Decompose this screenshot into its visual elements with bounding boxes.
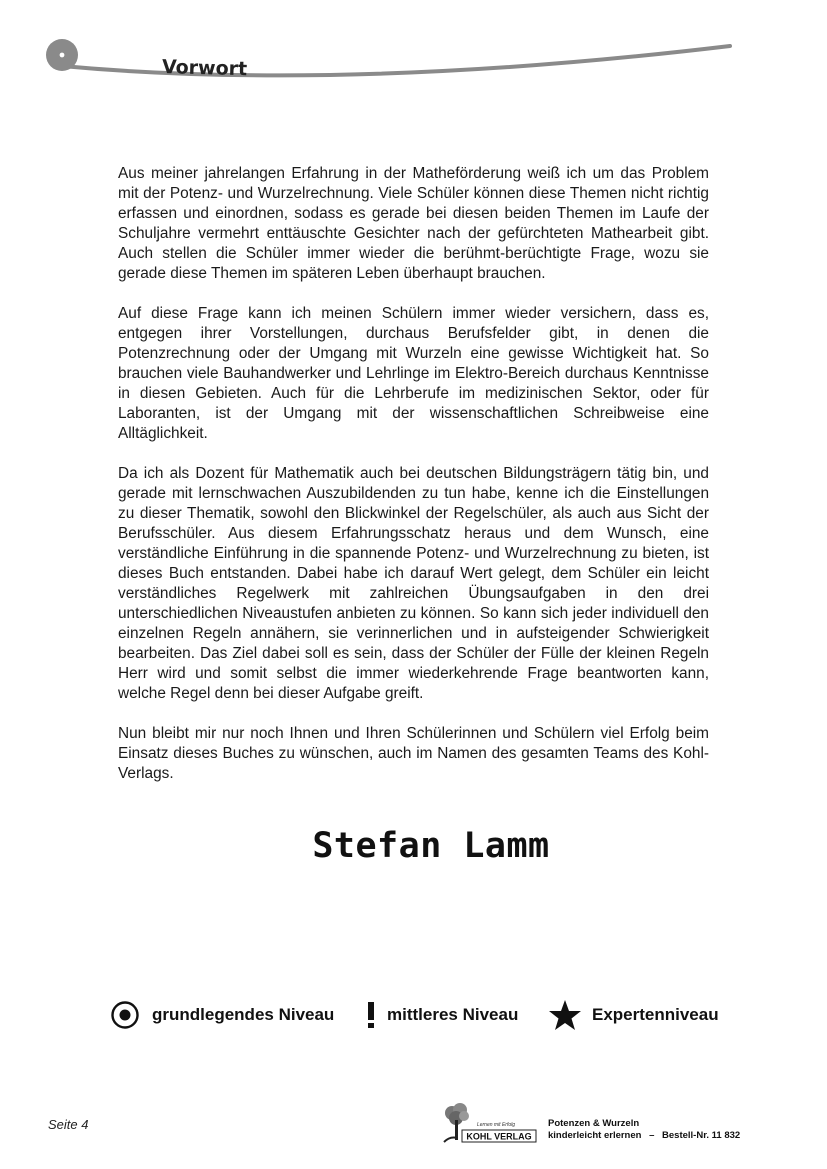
order-separator: – <box>649 1130 655 1141</box>
logo-tagline: Lernen mit Erfolg <box>476 1122 516 1128</box>
paragraph-3: Da ich als Dozent für Mathematik auch bei deutschen Bildungsträgern tätig bin, und gerade mit lernschwachen Auszubildenden zu tun habe, kenne ich die Einstellungen zu dieser Thematik, sowohl den Blickwinkel der Regelschüler, als auch aus Sicht der Berufsschüler. Aus diesem Erfahrungsschatz heraus und dem Wunsch, eine verständliche Einführung in die spannende Potenz- und Wurzelrechnung zu bieten, ist dieses Buch entstanden. Dabei habe ich darauf Wert gelegt, dem Schüler ein leicht verständliches Regelwerk mit zahlreichen Übungsaufgaben in den drei unterschiedlichen Niveaustufen anbieten zu können. So kann sich jeder individuell den einzelnen Regeln annähern, sie verinnerlichen und in aufsteigender Schwierigkeit bearbeiten. Das Ziel dabei soll es sein, dass der Schüler der Fülle der kleinen Regeln Herr wird und somit selbst die immer wiederkehrende Frage beantworten kann, welche Regel denn bei dieser Aufgabe greift. <box>118 465 709 702</box>
page-title: Vorwort <box>161 56 248 81</box>
author-signature: Stefan Lamm <box>312 826 550 866</box>
paragraph-2: Auf diese Frage kann ich meinen Schülern immer wieder versichern, dass es, entgegen ihrer Vorstellungen, durchaus Berufsfelder gibt, in denen die Potenzrechnung oder der Umgang mit Wurzeln eine gewisse Wichtigkeit hat. So brauchen viele Bauhandwerker und Lehrlinge im Elektro-Bereich durchaus Kenntnisse in diesen Gebieten. Auch für die Lehrberufe im medizinischen Sektor, oder für Laboranten, ist der Umgang mit der wissenschaftlichen Schreibweise eine Alltäglichkeit. <box>118 305 709 442</box>
legend-label-basic: grundlegendes Niveau <box>152 1005 335 1024</box>
logo-wordmark: KOHL VERLAG <box>466 1131 532 1142</box>
header-swoosh <box>44 36 744 96</box>
legend-item-basic <box>110 998 334 1032</box>
legend-item-medium <box>363 998 518 1032</box>
page-number: Seite 4 <box>48 1117 89 1132</box>
difficulty-legend <box>110 998 730 1032</box>
legend-item-expert <box>548 998 719 1032</box>
book-title-line1: Potenzen & Wurzeln <box>548 1118 640 1129</box>
paragraph-4: Nun bleibt mir nur noch Ihnen und Ihren Schülerinnen und Schülern viel Erfolg beim Einsatz dieses Buches zu wünschen, auch im Namen des gesamten Teams des Kohl-Verlags. <box>118 725 709 782</box>
circle-dot-icon <box>110 1000 140 1030</box>
exclamation-icon <box>363 1000 379 1030</box>
legend-label-expert: Expertenniveau <box>592 1005 719 1024</box>
paragraph-1: Aus meiner jahrelangen Erfahrung in der Matheförderung weiß ich um das Problem mit der Potenz- und Wurzelrechnung. Viele Schüler können diese Themen nicht richtig erfassen und einordnen, sodass es gerade bei diesen beiden Themen im Laufe der Schuljahre vermehrt enttäuschte Gesichter nach der gefürchteten Mathearbeit gibt. Auch stellen die Schüler immer wieder die berühmt-berüchtigte Frage, wozu sie gerade diese Themen im späteren Leben überhaupt brauchen. <box>118 165 709 282</box>
preface-text <box>118 164 709 804</box>
star-icon <box>548 999 582 1031</box>
order-number: Bestell-Nr. 11 832 <box>662 1130 741 1141</box>
book-title-line2: kinderleicht erlernen <box>548 1130 642 1141</box>
kohl-verlag-logo <box>440 1102 538 1146</box>
book-info <box>548 1118 740 1142</box>
legend-label-medium: mittleres Niveau <box>387 1005 519 1024</box>
